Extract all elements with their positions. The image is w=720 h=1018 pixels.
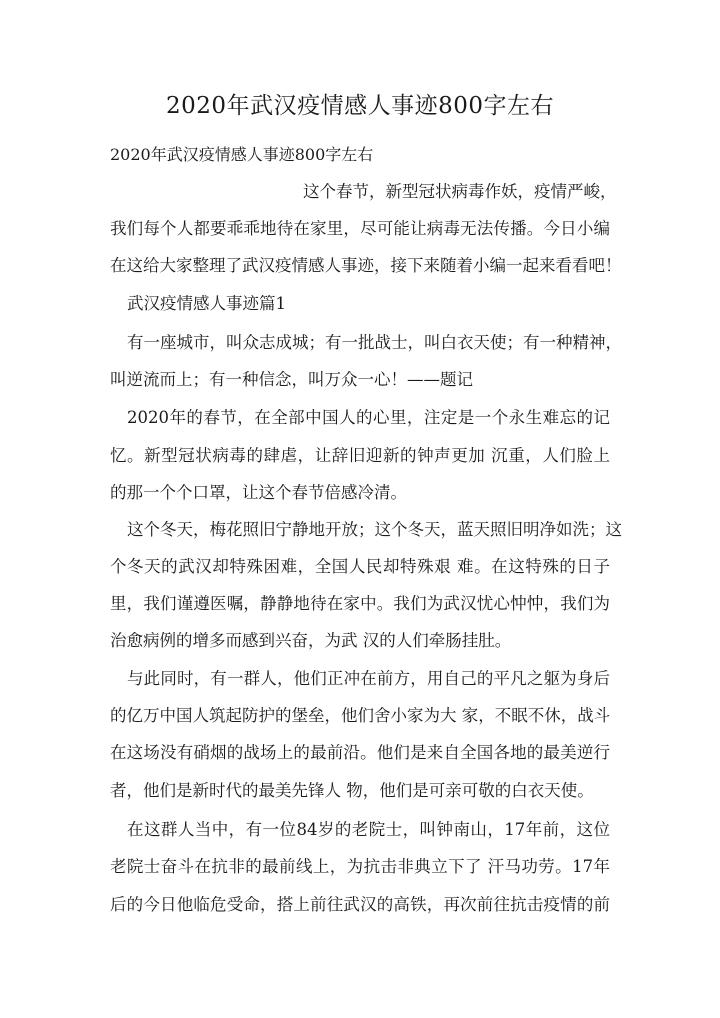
text-line: 的那一个个口罩，让这个春节倍感冷清。 bbox=[110, 483, 407, 502]
text-line: 2020年的春节，在全部中国人的心里，注定是一个永生难忘的记 bbox=[127, 408, 610, 427]
text-line: 与此同时，有一群人，他们正冲在前方，用自己的平凡之躯为身后 bbox=[127, 669, 610, 688]
text-line: 忆。新型冠状病毒的肆虐，让辞旧迎新的钟声更加 沉重，人们脸上 bbox=[110, 446, 610, 465]
document-subtitle: 2020年武汉疫情感人事迹800字左右 bbox=[110, 145, 374, 164]
text-line: 后的今日他临危受命，搭上前往武汉的高铁，再次前往抗击疫情的前 bbox=[110, 895, 610, 914]
text-line: 在这给大家整理了武汉疫情感人事迹，接下来随着小编一起来看看吧！ bbox=[110, 256, 622, 275]
section-heading: 武汉疫情感人事迹篇1 bbox=[127, 294, 286, 313]
page-title: 2020年武汉疫情感人事迹800字左右 bbox=[166, 93, 554, 119]
text-line: 者，他们是新时代的最美先锋人 物，他们是可亲可敬的白衣天使。 bbox=[110, 781, 594, 800]
text-line: 这个冬天，梅花照旧宁静地开放；这个冬天，蓝天照旧明净如洗；这 bbox=[127, 520, 622, 539]
text-line: 个冬天的武汉却特殊困难，全国人民却特殊艰 难。在这特殊的日子 bbox=[110, 557, 610, 576]
text-line: 在这群人当中，有一位84岁的老院士，叫钟南山，17年前，这位 bbox=[127, 820, 610, 839]
text-line: 在这场没有硝烟的战场上的最前沿。他们是来自全国各地的最美逆行 bbox=[110, 743, 610, 762]
text-line: 这个春节，新型冠状病毒作妖，疫情严峻， bbox=[303, 182, 617, 201]
text-line: 里，我们谨遵医嘱，静静地待在家中。我们为武汉忧心忡忡，我们为 bbox=[110, 594, 610, 613]
text-line: 治愈病例的增多而感到兴奋，为武 汉的人们牵肠挂肚。 bbox=[110, 631, 512, 650]
text-line: 的亿万中国人筑起防护的堡垒，他们舍小家为大 家，不眠不休，战斗 bbox=[110, 706, 611, 725]
text-line: 叫逆流而上；有一种信念，叫万众一心！——题记 bbox=[110, 370, 473, 389]
text-line: 有一座城市，叫众志成城；有一批战士，叫白衣天使；有一种精神， bbox=[127, 333, 622, 352]
text-line: 我们每个人都要乖乖地待在家里，尽可能让病毒无法传播。今日小编 bbox=[110, 219, 610, 238]
text-line: 老院士奋斗在抗非的最前线上，为抗击非典立下了 汗马功劳。17年 bbox=[110, 857, 610, 876]
